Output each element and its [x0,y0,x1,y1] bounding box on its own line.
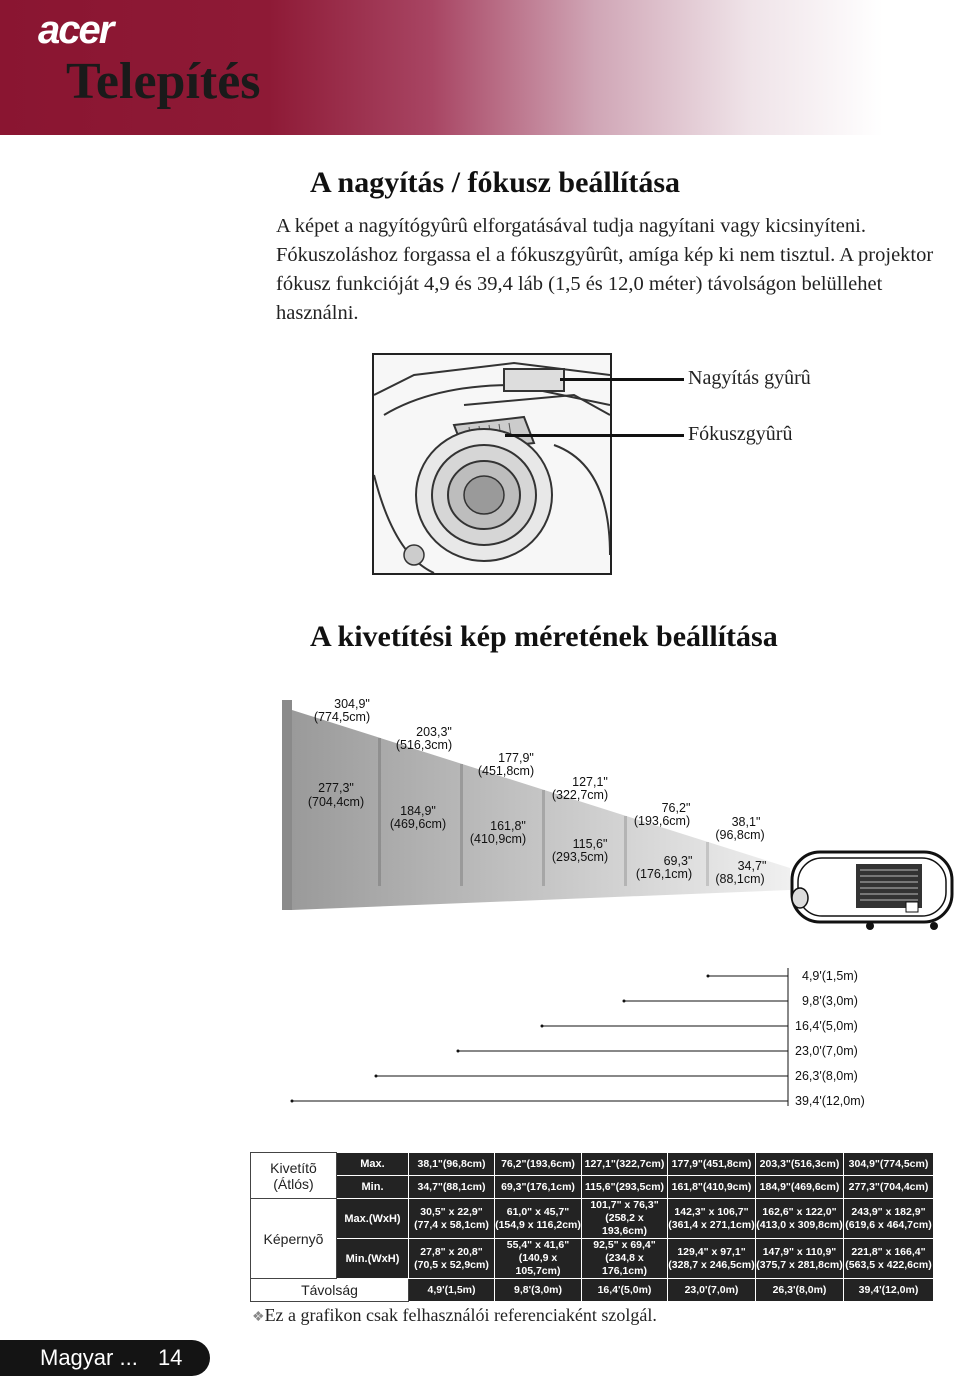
table-cell: 55,4" x 41,6" (140,9 x 105,7cm) [495,1239,582,1279]
table-row [251,1199,934,1239]
screen-min-label: 161,8" [490,819,526,833]
page-title: Telepítés [66,53,261,110]
screen-76 [624,816,627,886]
screen-max-cm-label: (516,3cm) [395,738,453,752]
screen-min-label: 69,3" [663,854,693,868]
screen-max-label: 304,9" [334,697,370,711]
table-cell: 101,7" x 76,3" (258,2 x 193,6cm) [582,1199,668,1239]
footer-language: Magyar ... [40,1345,138,1370]
table-cell: 304,9"(774,5cm) [844,1153,934,1176]
distance-label: 4,9'(1,5m) [802,969,858,983]
zoom-focus-paragraph: A képet a nagyítógyûrû elforgatásával tudja nagyítani vagy kicsinyíteni. Fókuszoláshoz forgassa el a fókuszgyûrût, amíga kép ki nem tisztul. A projektor fókusz funkcióját 4,9 és 39,4 láb (1,5 és 12,0 méter) távolságon belüllehet használni. [276,215,934,324]
screen-min-cm-label: (176,1cm) [635,867,693,881]
max-label: Max. [337,1153,409,1176]
screen-127 [542,790,545,886]
table-cell: 34,7"(88,1cm) [409,1176,495,1199]
acer-logo: acer [38,8,113,52]
screen-max-cm-label: (451,8cm) [477,764,535,778]
screen-min-cm-label: (293,5cm) [551,850,609,864]
diamond-bullet-icon: ❖ [252,1310,265,1325]
min-wh-label: Min.(WxH) [337,1239,409,1279]
distance-row-label: Távolság [251,1279,409,1302]
screen-max-label: 177,9" [498,751,534,765]
screen-38 [706,842,709,886]
screen-min-cm-label: (410,9cm) [469,832,527,846]
table-cell: 129,4" x 97,1" (328,7 x 246,5cm) [668,1239,756,1279]
zoom-focus-heading: A nagyítás / fókusz beállítása [310,166,681,199]
table-cell: 142,3" x 106,7" (361,4 x 271,1cm) [668,1199,756,1239]
table-cell: 38,1"(96,8cm) [409,1153,495,1176]
projector-lens-illustration [372,353,612,575]
table-cell: 161,8"(410,9cm) [668,1176,756,1199]
table-row [251,1239,934,1279]
table-row [251,1153,934,1176]
zoom-ring-leader-line [560,378,684,381]
screen-min-cm-label: (88,1cm) [715,872,765,886]
table-cell: 9,8'(3,0m) [495,1279,582,1302]
screen-max-cm-label: (193,6cm) [633,814,691,828]
projection-size-table [250,1152,934,1302]
distance-label: 16,4'(5,0m) [795,1019,858,1033]
screen-max-label: 38,1" [731,815,761,829]
screen-row-label: Képernyõ [251,1199,337,1279]
table-cell: 61,0" x 45,7" (154,9 x 116,2cm) [495,1199,582,1239]
table-row [251,1279,934,1302]
focus-ring-leader-line [505,434,684,437]
table-cell: 76,2"(193,6cm) [495,1153,582,1176]
zoom-ring-label: Nagyítás gyûrû [688,367,811,389]
screen-min-label: 184,9" [400,804,436,818]
table-cell: 243,9" x 182,9" (619,6 x 464,7cm) [844,1199,934,1239]
table-cell: 147,9" x 110,9" (375,7 x 281,8cm) [756,1239,844,1279]
table-cell: 30,5" x 22,9" (77,4 x 58,1cm) [409,1199,495,1239]
screen-177 [460,764,463,886]
table-cell: 92,5" x 69,4" (234,8 x 176,1cm) [582,1239,668,1279]
screen-304 [282,700,292,910]
page-header [0,0,960,135]
min-label: Min. [337,1176,409,1199]
note-text: Ez a grafikon csak felhasználói referenciaként szolgál. [264,1305,657,1325]
table-cell: 23,0'(7,0m) [668,1279,756,1302]
table-cell: 16,4'(5,0m) [582,1279,668,1302]
table-cell: 69,3"(176,1cm) [495,1176,582,1199]
screen-min-label: 34,7" [737,859,767,873]
screen-max-label: 203,3" [416,725,452,739]
table-cell: 115,6"(293,5cm) [582,1176,668,1199]
table-cell: 4,9'(1,5m) [409,1279,495,1302]
table-cell: 203,3"(516,3cm) [756,1153,844,1176]
table-cell: 26,3'(8,0m) [756,1279,844,1302]
reference-note [252,1305,657,1326]
image-size-heading: A kivetítési kép méretének beállítása [310,620,778,653]
screen-max-label: 127,1" [572,775,608,789]
projector-device [792,852,952,930]
table-cell: 184,9"(469,6cm) [756,1176,844,1199]
page-number: 14 [157,1345,183,1370]
table-cell: 177,9"(451,8cm) [668,1153,756,1176]
screen-203 [378,738,381,886]
table-cell: 127,1"(322,7cm) [582,1153,668,1176]
diagonal-row-label: Kivetítõ (Átlós) [251,1153,337,1199]
table-cell: 277,3"(704,4cm) [844,1176,934,1199]
table-row [251,1176,934,1199]
screen-min-cm-label: (704,4cm) [307,795,365,809]
distance-label: 23,0'(7,0m) [795,1044,858,1058]
table-cell: 162,6" x 122,0" (413,0 x 309,8cm) [756,1199,844,1239]
projection-size-diagram [270,690,960,940]
screen-min-cm-label: (469,6cm) [389,817,447,831]
page-footer [0,1340,210,1376]
screen-max-cm-label: (96,8cm) [715,828,765,842]
table-cell: 27,8" x 20,8" (70,5 x 52,9cm) [409,1239,495,1279]
distance-scale [280,960,900,1110]
screen-min-label: 277,3" [318,781,354,795]
focus-ring-label: Fókuszgyûrû [688,423,793,445]
screen-max-label: 76,2" [661,801,691,815]
max-wh-label: Max.(WxH) [337,1199,409,1239]
distance-label: 9,8'(3,0m) [802,994,858,1008]
distance-label: 26,3'(8,0m) [795,1069,858,1083]
table-cell: 39,4'(12,0m) [844,1279,934,1302]
screen-max-cm-label: (774,5cm) [313,710,371,724]
screen-min-label: 115,6" [572,837,608,851]
distance-label: 39,4'(12,0m) [795,1094,865,1108]
screen-max-cm-label: (322,7cm) [551,788,609,802]
table-cell: 221,8" x 166,4" (563,5 x 422,6cm) [844,1239,934,1279]
